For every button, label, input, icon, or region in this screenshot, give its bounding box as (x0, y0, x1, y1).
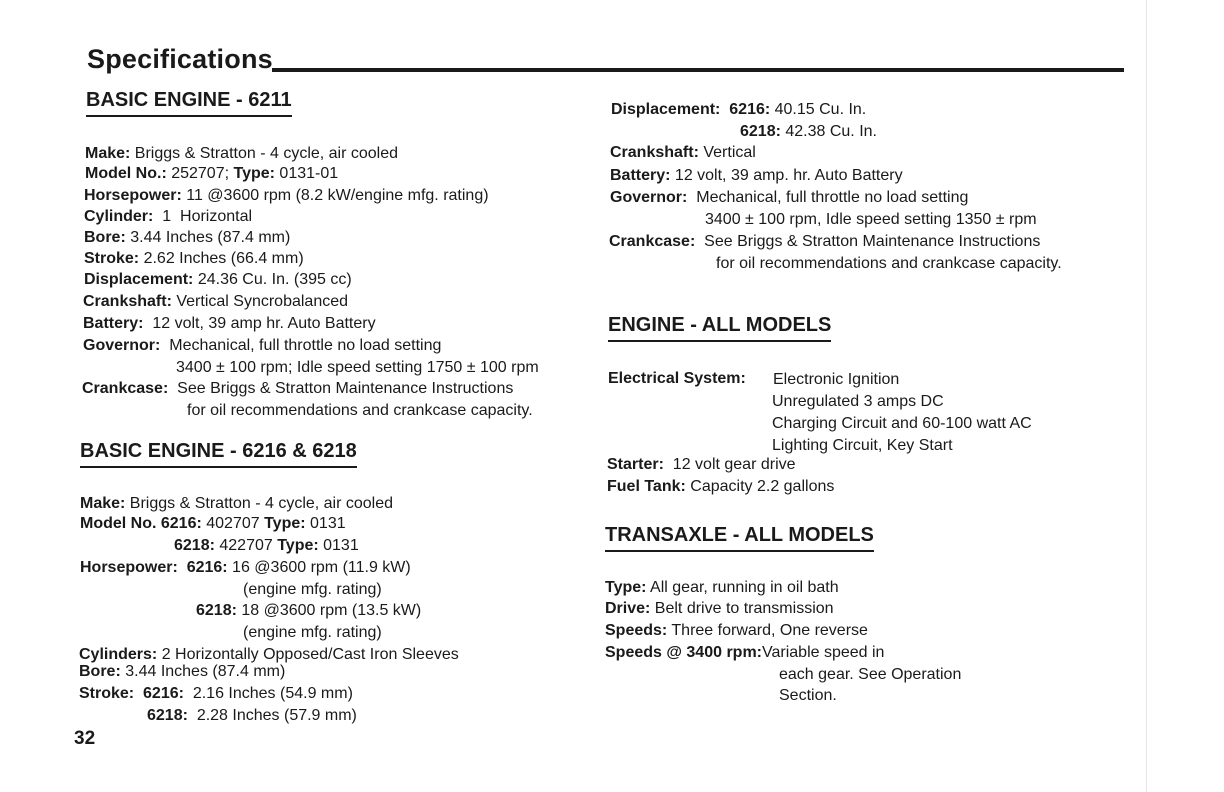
spec-electrical: Electrical System: (608, 370, 746, 387)
spec-starter: Starter: 12 volt gear drive (607, 456, 796, 473)
spec-governor-cont: 3400 ± 100 rpm; Idle speed setting 1750 ± 100 rpm (176, 359, 539, 376)
section-heading-6216-6218: BASIC ENGINE - 6216 & 6218 (80, 440, 357, 468)
spec-make: Make: Briggs & Stratton - 4 cycle, air cooled (85, 145, 399, 162)
section-heading-transaxle: TRANSAXLE - ALL MODELS (605, 524, 874, 552)
spec-horsepower-6218-note: (engine mfg. rating) (243, 624, 382, 641)
page-title: Specifications (87, 44, 273, 74)
spec-electrical-1: Electronic Ignition (773, 371, 900, 388)
spec-horsepower: Horsepower: 11 @3600 rpm (8.2 kW/engine mfg. rating) (84, 187, 489, 204)
spec-fuel-tank: Fuel Tank: Capacity 2.2 gallons (607, 478, 835, 495)
spec-displacement-6216: Displacement: 6216: 40.15 Cu. In. (611, 101, 867, 118)
spec-electrical-2: Unregulated 3 amps DC (772, 393, 944, 410)
spec-model-6216: Model No. 6216: 402707 Type: 0131 (80, 515, 346, 532)
spec-displacement-6218: 6218: 42.38 Cu. In. (740, 123, 877, 140)
spec-stroke-6216: Stroke: 6216: 2.16 Inches (54.9 mm) (79, 685, 353, 702)
spec-bore-2: Bore: 3.44 Inches (87.4 mm) (79, 663, 286, 680)
spec-speeds: Speeds: Three forward, One reverse (605, 622, 868, 639)
spec-make-2: Make: Briggs & Stratton - 4 cycle, air cooled (80, 495, 394, 512)
spec-battery: Battery: 12 volt, 39 amp hr. Auto Battery (83, 315, 376, 332)
spec-drive: Drive: Belt drive to transmission (605, 600, 834, 617)
spec-stroke-6218: 6218: 2.28 Inches (57.9 mm) (147, 707, 357, 724)
spec-bore: Bore: 3.44 Inches (87.4 mm) (84, 229, 291, 246)
section-heading-6211: BASIC ENGINE - 6211 (86, 89, 292, 117)
spec-displacement: Displacement: 24.36 Cu. In. (395 cc) (84, 271, 352, 288)
spec-crankshaft-2: Crankshaft: Vertical (610, 144, 756, 161)
spec-model-6218: 6218: 422707 Type: 0131 (174, 537, 359, 554)
title-rule (272, 68, 1124, 72)
spec-governor-2-cont: 3400 ± 100 rpm, Idle speed setting 1350 ± rpm (705, 211, 1037, 228)
spec-cylinders: Cylinders: 2 Horizontally Opposed/Cast Iron Sleeves (79, 646, 459, 663)
section-heading-engine-all: ENGINE - ALL MODELS (608, 314, 831, 342)
spec-stroke: Stroke: 2.62 Inches (66.4 mm) (84, 250, 304, 267)
spec-governor-2: Governor: Mechanical, full throttle no load setting (610, 189, 969, 206)
page-number: 32 (74, 728, 96, 749)
spec-governor: Governor: Mechanical, full throttle no load setting (83, 337, 442, 354)
spec-crankcase-2: Crankcase: See Briggs & Stratton Maintenance Instructions (609, 233, 1041, 250)
spec-crankcase: Crankcase: See Briggs & Stratton Maintenance Instructions (82, 380, 514, 397)
spec-electrical-4: Lighting Circuit, Key Start (772, 437, 953, 454)
spec-model: Model No.: 252707; Type: 0131-01 (85, 165, 339, 182)
spec-horsepower-6216-note: (engine mfg. rating) (243, 581, 382, 598)
spec-crankcase-2-cont: for oil recommendations and crankcase capacity. (716, 255, 1062, 272)
spec-type: Type: All gear, running in oil bath (605, 579, 839, 596)
spec-horsepower-6216: Horsepower: 6216: 16 @3600 rpm (11.9 kW) (80, 559, 411, 576)
spec-crankcase-cont: for oil recommendations and crankcase capacity. (187, 402, 533, 419)
page-edge (1146, 0, 1147, 792)
spec-electrical-3: Charging Circuit and 60-100 watt AC (772, 415, 1032, 432)
spec-cylinder: Cylinder: 1 Horizontal (84, 208, 253, 225)
spec-crankshaft: Crankshaft: Vertical Syncrobalanced (83, 293, 349, 310)
spec-battery-2: Battery: 12 volt, 39 amp. hr. Auto Battery (610, 167, 903, 184)
spec-speeds-3400-cont2: Section. (779, 687, 837, 704)
spec-speeds-3400-cont: each gear. See Operation (779, 666, 962, 683)
spec-speeds-3400: Speeds @ 3400 rpm:Variable speed in (605, 644, 885, 661)
spec-horsepower-6218: 6218: 18 @3600 rpm (13.5 kW) (196, 602, 422, 619)
